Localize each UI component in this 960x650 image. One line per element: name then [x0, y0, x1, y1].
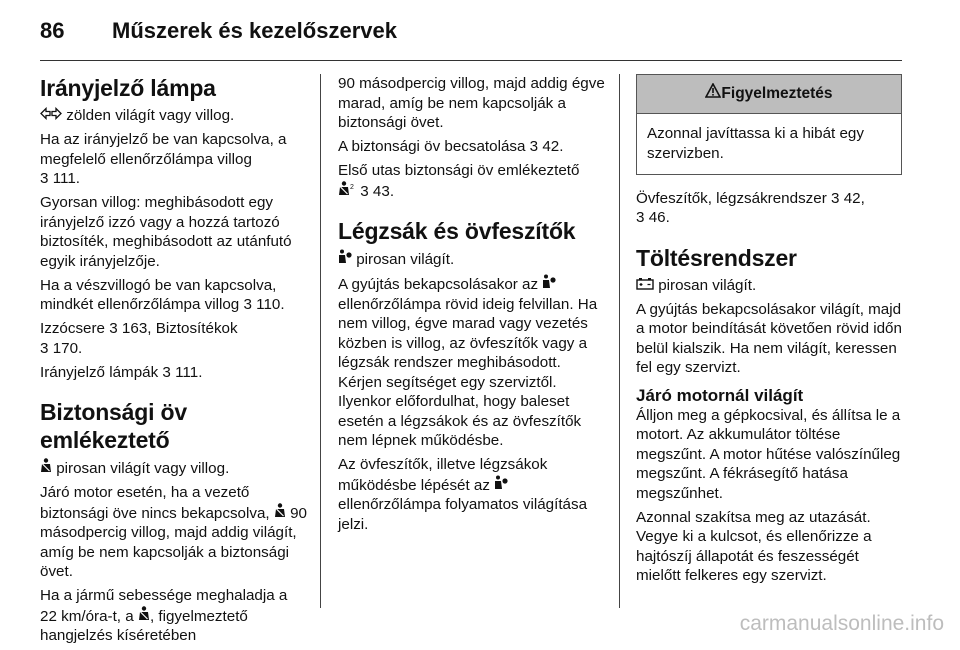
pretensioner-ref: Övfeszítők, légzsákrendszer 3 42, 3 46.	[636, 189, 865, 226]
fasten-ref: A biztonsági öv becsatolása 3 42.	[338, 138, 564, 155]
turn-signal-icon	[40, 106, 62, 126]
turn-p5: Izzócsere 3 163, Biztosítékok 3 170.	[40, 320, 238, 357]
column-divider	[320, 74, 321, 608]
ref-symbol: 3	[40, 339, 49, 357]
column-2	[338, 74, 608, 539]
svg-text:2: 2	[350, 183, 354, 191]
ref-symbol: 3	[831, 189, 840, 207]
watermark: carmanualsonline.info	[739, 612, 944, 635]
seatbelt-icon	[40, 458, 52, 479]
belt-p1: pirosan világít vagy villog.	[40, 458, 308, 479]
charge-p2: A gyújtás bekapcsolásakor világít, majd a motor beindítását követően rövid időn belül kialszik. Ha nem világít, keressen fel egy szervizt.	[636, 300, 902, 376]
running-p2: Azonnal szakítsa meg az utazását. Vegye ki a kulcsot, és ellenőrizze a hajtószíj állapotát és feszességét mielőtt felkeres egy szervizt.	[636, 508, 872, 584]
turn-p2: Ha az irányjelző be van kapcsolva, a megfelelő ellenőrzőlámpa villog 3 111.	[40, 131, 287, 187]
column-divider	[619, 74, 620, 608]
belt-p2: Járó motor esetén, ha a vezető biztonsági öve nincs bekapcsolva, 90 másodpercig villog, majd addig világít, amíg be nem kapcsolják a biztonsági övet.	[40, 484, 308, 580]
airbag-icon	[494, 475, 508, 496]
warning-triangle-icon	[705, 75, 721, 113]
ref-symbol: 3	[40, 170, 49, 187]
heading-engine-running: Járó motornál világít	[636, 385, 804, 405]
front-passenger-ref: Első utas biztonsági öv emlékeztető 2 3 43.	[338, 162, 580, 200]
warning-header: Figyelmeztetés	[637, 75, 901, 114]
belt-p3: Ha a jármű sebessége meghaladja a 22 km/óra-t, a , figyelmeztető hangjelzés kíséretében	[40, 587, 288, 644]
turn-p4: Ha a vészvillogó be van kapcsolva, mindkét ellenőrzőlámpa villog 3 110.	[40, 276, 285, 313]
airbag-p3: Az övfeszítők, illetve légzsákok működésbe lépését az ellenőrzőlámpa folyamatos világítása jelzi.	[338, 456, 588, 533]
page-number: 86	[40, 18, 65, 43]
airbag-icon	[338, 249, 352, 270]
column-3	[636, 74, 902, 590]
seatbelt-icon	[274, 503, 286, 524]
header-rule	[40, 60, 902, 61]
turn-p6: Irányjelző lámpák 3 111.	[40, 363, 203, 381]
column-1	[40, 74, 308, 650]
heading-seatbelt: Biztonsági öv emlékeztető	[40, 399, 187, 453]
page-title: Műszerek és kezelőszervek	[112, 18, 397, 43]
ref-symbol: 3	[529, 138, 539, 155]
turn-p1: zölden világít vagy villog.	[40, 106, 308, 126]
airbag-p2: A gyújtás bekapcsolásakor az ellenőrzőlámpa rövid ideig felvillan. Ha nem villog, égve marad vagy vezetés közben is villog, az övfeszítők vagy a légzsák rendszer meghibásodott. Kérjen segítséget egy szerviztől. Ilyenkor előfordulhat, hogy baleset esetén a légzsákok és az övfeszítők nem lépnek működésbe.	[338, 276, 598, 449]
turn-p3: Gyorsan villog: meghibásodott egy irányjelző izzó vagy a hozzá tartozó biztosíték, meghibásodott az utánfutó egyik irányjelzője.	[40, 194, 292, 270]
airbag-icon	[542, 274, 556, 295]
warning-box	[636, 74, 902, 175]
seatbelt-icon	[138, 606, 150, 627]
ref-symbol: 3	[109, 320, 118, 337]
warning-body: Azonnal javíttassa ki a hibát egy szervizben.	[647, 125, 864, 162]
heading-turn-signal: Irányjelző lámpa	[40, 75, 216, 101]
ref-symbol: 3	[360, 182, 369, 200]
ref-symbol: 3	[162, 363, 171, 381]
passenger-seatbelt-icon	[338, 181, 356, 202]
belt-continued: 90 másodpercig villog, majd addig égve marad, amíg be nem kapcsolják a biztonsági övet.	[338, 75, 605, 131]
ref-symbol: 3	[243, 296, 252, 313]
running-p1: Álljon meg a gépkocsival, és állítsa le a motort. Az akkumulátor töltése megszűnt. A motor hűtése valószínűleg megszűnt. A fékrásegítő hatása megszűnhet.	[636, 406, 901, 502]
heading-airbag: Légzsák és övfeszítők	[338, 218, 576, 244]
airbag-p1: pirosan világít.	[338, 249, 608, 270]
ref-symbol: 3	[636, 209, 645, 226]
charge-p1: pirosan világít.	[636, 276, 902, 296]
battery-icon	[636, 276, 654, 296]
page-header	[40, 18, 920, 48]
heading-charging: Töltésrendszer	[636, 244, 797, 271]
